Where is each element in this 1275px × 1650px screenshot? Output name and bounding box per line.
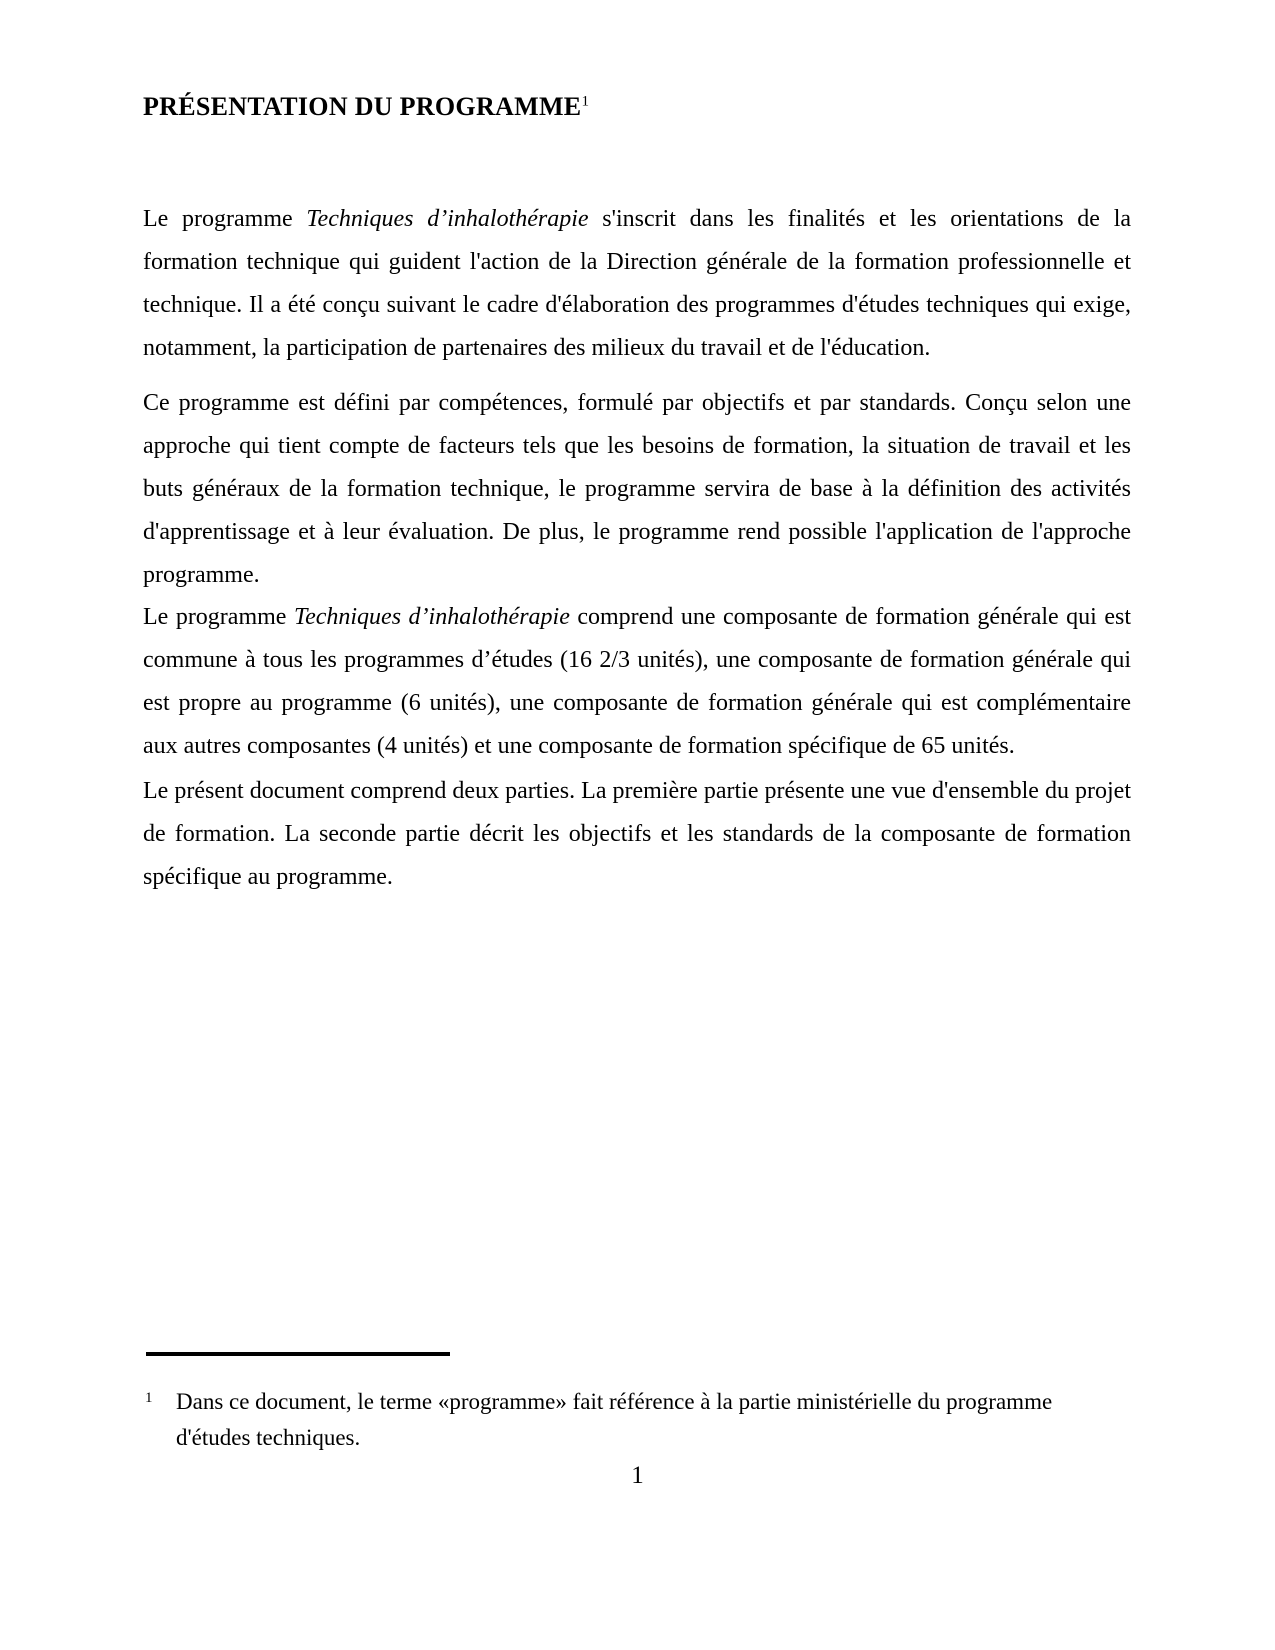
paragraph-text: Ce programme est défini par compétences, formulé par objectifs et par standards. Conçu selon une approche qui tient compte de facteurs tels que les besoins de formation, la situation de travail et les buts généraux de la formation technique, le programme servira de base à la définition des activités d'apprentissage et à leur évaluation. De plus, le programme rend possible l'application de l'approche programme. (143, 390, 1131, 588)
footnote-marker: 1 (145, 1390, 153, 1406)
program-name-italic: Techniques d’inhalothérapie (306, 206, 589, 232)
paragraph-deux-parties (143, 770, 1131, 899)
page-number: 1 (631, 1462, 644, 1489)
paragraph-text: Le présent document comprend deux parties. La première partie présente une vue d'ensemble du projet de formation. La seconde partie décrit les objectifs et les standards de la composante de formation spécifique au programme. (143, 778, 1131, 890)
footnote (143, 1384, 1063, 1456)
program-name-italic: Techniques d’inhalothérapie (293, 604, 570, 630)
paragraph-text: Le programme (143, 604, 294, 630)
paragraph-text: comprend une composante de formation générale qui est commune à tous les programmes d’études (16 2/3 unités), une composante de formation générale qui est propre au programme (6 unités), une composante de formation générale qui est complémentaire aux autres composantes (4 unités) et une composante de formation spécifique de 65 unités. (143, 604, 1131, 759)
footnote-text: Dans ce document, le terme «programme» fait référence à la partie ministérielle du programme d'études techniques. (176, 1389, 1053, 1450)
page-title (143, 92, 589, 122)
page-title-text: PRÉSENTATION DU PROGRAMME (143, 92, 582, 121)
paragraph-text: Le programme (143, 206, 307, 232)
footnote-separator (146, 1352, 450, 1356)
paragraph-competences (143, 382, 1131, 597)
title-footnote-ref: 1 (581, 93, 590, 110)
paragraph-text: s'inscrit dans les finalités et les orientations de la formation technique qui guident l'action de la Direction générale de la formation professionnelle et technique. Il a été conçu suivant le cadre d'élaboration des programmes d'études techniques qui exige, notamment, la participation de partenaires des milieux du travail et de l'éducation. (143, 206, 1132, 361)
paragraph-composantes (143, 596, 1131, 768)
paragraph-intro (143, 198, 1131, 370)
